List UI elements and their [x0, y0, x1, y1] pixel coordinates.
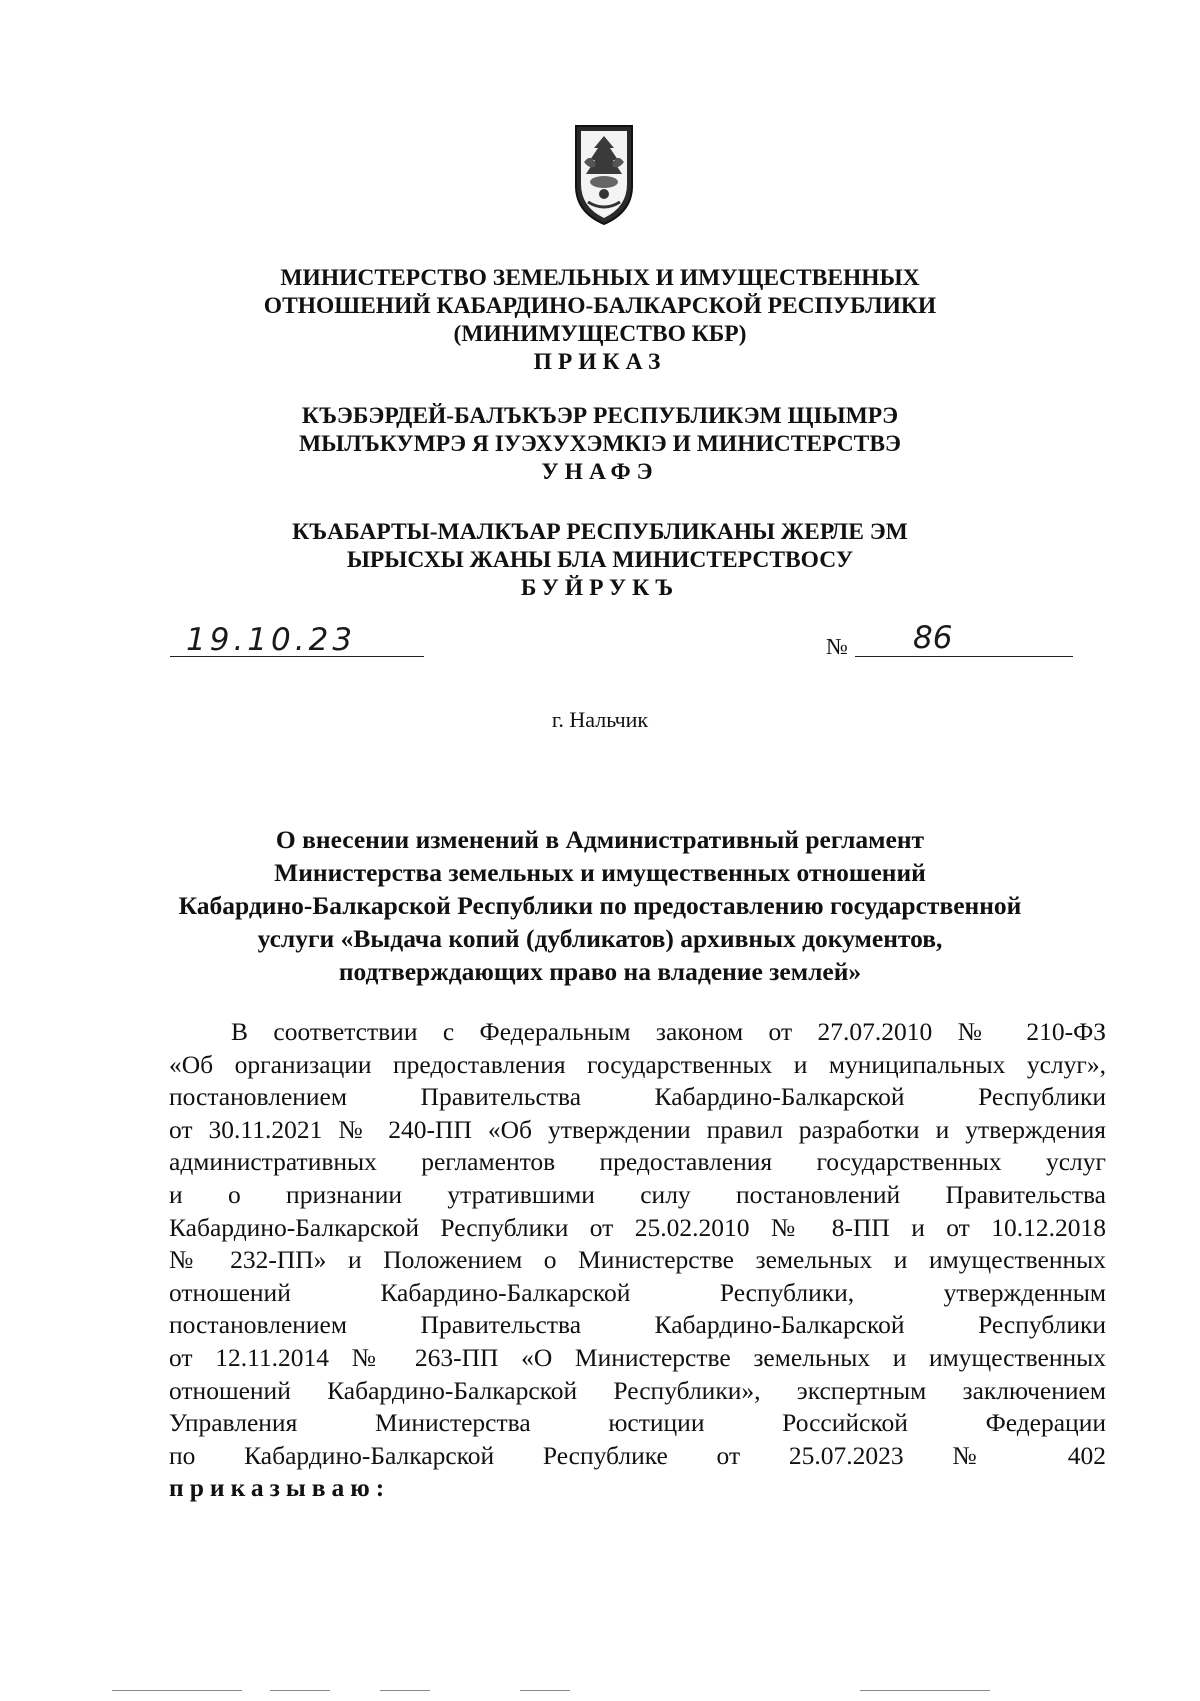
header-russian: [150, 264, 1050, 376]
header-line: МЫЛЪКУМРЭ Я IУЭХУХЭМКIЭ И МИНИСТЕРСТВЭ: [299, 431, 901, 457]
city-label: г. Нальчик: [551, 707, 649, 732]
title-line: услуги «Выдача копий (дубликатов) архивных документов,: [257, 924, 943, 953]
scan-edge-line: [270, 1690, 330, 1691]
title-line: О внесении изменений в Административный регламент: [275, 825, 925, 854]
body-line: отношений Кабардино-Балкарской Республики», экспертным заключением: [169, 1375, 1106, 1405]
scan-edge-line: [860, 1690, 990, 1691]
body-line: отношений Кабардино-Балкарской Республики, утвержденным: [169, 1277, 1106, 1307]
number-underline: [855, 656, 1073, 657]
body-line: и о признании утратившими силу постановлений Правительства: [169, 1179, 1106, 1209]
date-underline: [170, 656, 424, 657]
scan-edge-line: [520, 1690, 570, 1691]
document-title: [150, 823, 1050, 988]
doc-type-label: ПРИКАЗ: [533, 349, 667, 375]
title-line: Кабардино-Балкарской Республики по предоставлению государственной: [178, 891, 1022, 920]
scan-edge-line: [380, 1690, 430, 1691]
header-line: МИНИСТЕРСТВО ЗЕМЕЛЬНЫХ И ИМУЩЕСТВЕННЫХ: [280, 265, 920, 291]
doc-type-label: БУЙРУКЪ: [520, 575, 680, 601]
handwritten-date: 19.10.23: [186, 622, 357, 658]
body-line: постановлением Правительства Кабардино-Балкарской Республики: [169, 1310, 1106, 1340]
body-line: В соответствии с Федеральным законом от 27.07.2010 № 210-ФЗ: [231, 1017, 1106, 1046]
body-line: Управления Министерства юстиции Российской Федерации: [169, 1408, 1106, 1438]
document-body: [169, 1016, 1106, 1505]
body-line: по Кабардино-Балкарской Республике от 25.07.2023 № 402: [169, 1440, 1106, 1470]
header-line: ЫРЫСХЫ ЖАНЫ БЛА МИНИСТЕРСТВОСУ: [346, 547, 854, 573]
number-sign: №: [826, 634, 848, 659]
title-line: Министерства земельных и имущественных отношений: [274, 858, 926, 887]
header-line: КЪЭБЭРДЕЙ-БАЛЪКЪЭР РЕСПУБЛИКЭМ ЩIЫМРЭ: [301, 403, 899, 429]
header-balkar: [150, 518, 1050, 602]
body-line: административных регламентов предоставления государственных услуг: [169, 1147, 1106, 1177]
doc-type-label: УНАФЭ: [541, 459, 659, 485]
header-line: КЪАБАРТЫ-МАЛКЪАР РЕСПУБЛИКАНЫ ЖЕРЛЕ ЭМ: [292, 519, 908, 545]
body-line: № 232-ПП» и Положением о Министерстве земельных и имущественных: [169, 1245, 1106, 1275]
header-line: ОТНОШЕНИЙ КАБАРДИНО-БАЛКАРСКОЙ РЕСПУБЛИКИ: [263, 293, 937, 319]
body-line: постановлением Правительства Кабардино-Балкарской Республики: [169, 1082, 1106, 1112]
scan-edge-line: [112, 1690, 242, 1691]
body-line: Кабардино-Балкарской Республики от 25.02.2010 № 8-ПП и от 10.12.2018: [169, 1212, 1106, 1242]
title-line: подтверждающих право на владение землей»: [338, 957, 862, 986]
coat-of-arms-icon: [572, 122, 636, 226]
body-line: от 12.11.2014 № 263-ПП «О Министерстве земельных и имущественных: [169, 1342, 1106, 1372]
header-kabardian: [150, 402, 1050, 486]
order-word: приказываю:: [169, 1473, 391, 1503]
body-line: «Об организации предоставления государственных и муниципальных услуг»,: [169, 1049, 1106, 1079]
header-line: (МИНИМУЩЕСТВО КБР): [453, 321, 747, 347]
body-line: от 30.11.2021 № 240-ПП «Об утверждении правил разработки и утверждения: [169, 1114, 1106, 1144]
handwritten-number: 86: [913, 620, 953, 656]
